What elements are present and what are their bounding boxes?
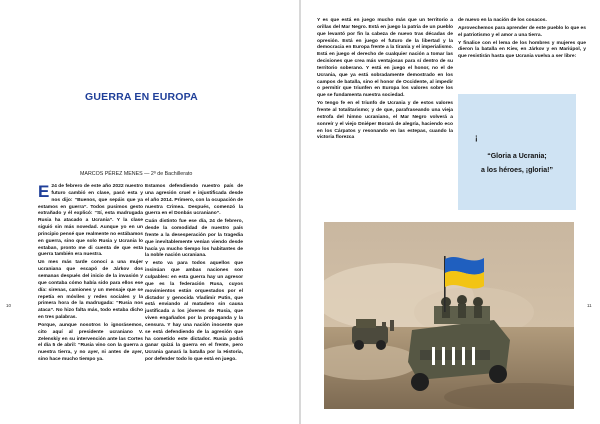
quote-mark: ¡ (475, 133, 478, 142)
quote-line-2: a los héroes, ¡gloria!” (481, 167, 553, 174)
left-column-1 (38, 184, 143, 365)
paragraph: Un mes más tarde conocí a una mujer ucraniana que escapó de Járkov dos semanas después del inicio de la invasión y que contaba cómo había sido para ellos ese día: sirenas, camiones y un mensaje que se repetía en móviles y redes sociales y la primera hora de la madrugada: “Rusia nos ataca”. No hizo falta más, todo estaba dicho en tres palabras. (38, 260, 143, 321)
paragraph: Porque, aunque nosotros lo ignorásemos, cito aquí al presidente ucraniano V. Zelenskiy en su intervención ante las Cortes el día 5 de abril: “Rusia vino con la guerra a nuestra tierra, y no ayer, ni antes de ayer, sino hace mucho tiempo ya. (38, 322, 143, 363)
right-column-1 (317, 18, 453, 143)
page-number-right: 11 (587, 303, 592, 308)
paragraph: E 24 de febrero de este año 2022 nuestro futuro cambió en clase, pasó esta y nos dijo: “Buenos, que sepáis que ya estamos en guerra”. Todos pusimos gesto extrañado y él explicó: “Sí, esta madrugada Rusia ha atacado a Ucrania”. Y la clase siguió sin más novedad. Aunque yo en un principio pensé que realmente no estábamos en guerra, sino que solo Rusia y Ucrania lo estaban, pronto me di cuenta de que esta guerra también era nuestra. (38, 182, 143, 258)
paragraph: Y finalice con el lema de los hombres y mujeres que dieron la batalla en Kiev, en Járkov y en Mariúpol, y que resistirán hasta que Ucrania vuelva a ser libre: (458, 40, 586, 60)
quote-line-1: “Gloria a Ucrania; (487, 153, 547, 160)
paragraph: Y esto va para todos aquellos que insinúan que ambas naciones son culpables: en esta guerra hay un agresor que es la federación Rusa, cuyos movimientos están orquestados por el dictador y genocida Vladimir Putin, que está enviando al matadero sin causa justificada a los jóvenes de Rusia, que viven engañados por la propaganda y la censura. Y hay una nación inocente que se está defendiendo de la agresión que ha cometido este dictador. Rusia podrá ganar quizá la guerra en el frente, pero Ucrania ganará la batalla por la Historia, por defender todo lo que está en juego. (145, 261, 243, 363)
left-column-2 (145, 184, 243, 365)
paragraph: Aprovechemos para aprender de este pueblo lo que es el patriotismo y el amor a una tierra. (458, 25, 586, 38)
war-photo (324, 222, 574, 409)
left-page (0, 0, 299, 424)
article-title: GUERRA EN EUROPA (85, 91, 198, 103)
paragraph: Yo tengo fe en el triunfo de Ucrania y de estos valores frente al totalitarismo; y de que, parafraseando una vieja estrofa del himno ucraniano, el Mar Negro volverá a sonreír y el viejo Dniéper Borará de alegría, haciendo eco en los Cárpatos y resonando en las estepas, cuando la victoria florezca (317, 101, 453, 141)
armored-vehicles-photo-icon (324, 222, 574, 409)
paragraph: Y es que está en juego mucho más que un territorio a orillas del Mar Negro. Está en juego la patria de un pueblo que levantó por fin la cabeza de nuevo tras décadas de opresión. Está en juego el futuro de la libertad y la democracia en Europa frente a la tiranía y el imperialismo. Está en juego el derecho de cualquier nación a tomar las decisiones que crea más ventajosas para sí dentro de su territorio soberano. Y está en juego el honor, no el de Ucrania, que ya está sobradamente demostrado en los campos de batalla, sino el honor de Occidente, al impedir o permitir que triunfen en Europa los valores sobre los que se fundamenta nuestra sociedad. (317, 18, 453, 99)
article-byline: MARCOS PÉREZ MENES — 2º de Bachillerato (80, 171, 193, 177)
paragraph: Estamos defendiendo nuestro país de una agresión cruel e injustificada desde el año 2014. Primero, con la ocupación de nuestra Crimea. Después, comenzó la guerra en el Donbás ucraniano”. (145, 184, 243, 217)
page-number-left: 10 (6, 303, 12, 308)
paragraph: de nuevo en la nación de los cosacos. (458, 18, 547, 23)
quote-box (458, 94, 576, 210)
paragraph: Cuán distinto fue ese día, 24 de febrero, desde la comodidad de nuestro país frente a la desesperación por la tragedia que inevitablemente venían viendo desde hacía ya mucho tiempo los habitantes de la noble nación ucraniana. (145, 219, 243, 259)
right-column-2 (458, 18, 586, 62)
drop-cap-e: E (38, 182, 50, 201)
